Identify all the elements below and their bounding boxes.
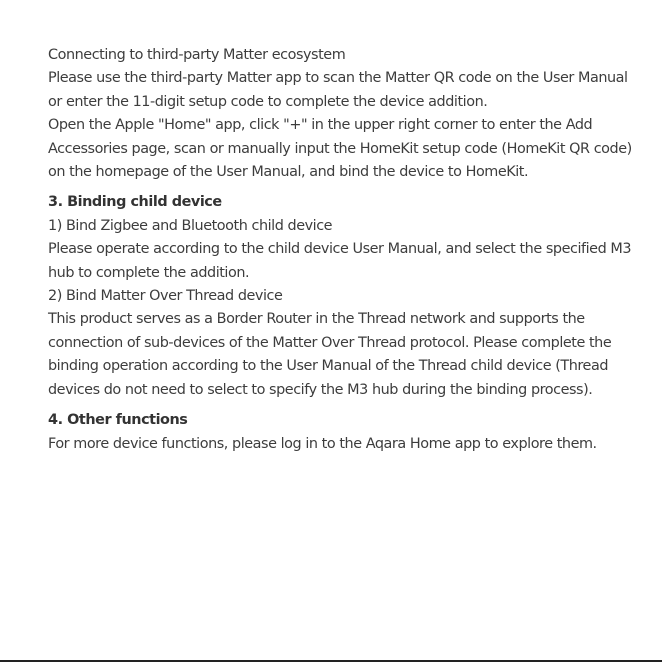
thread-paragraph-line: devices do not need to select to specify the M3 hub during the binding process). — [48, 381, 593, 398]
other-functions-section — [48, 409, 623, 456]
section-spacer — [48, 184, 623, 191]
other-functions-paragraph-line: For more device functions, please log in to the Aqara Home app to explore them. — [48, 435, 597, 452]
manual-page-content — [48, 44, 632, 456]
other-functions-heading: 4. Other functions — [48, 412, 188, 429]
binding-child-device-section — [48, 191, 632, 402]
homekit-paragraph-line: Accessories page, scan or manually input the HomeKit setup code (HomeKit QR code) — [48, 140, 632, 157]
zigbee-bluetooth-subheading: 1) Bind Zigbee and Bluetooth child device — [48, 217, 333, 234]
zigbee-paragraph-line: hub to complete the addition. — [48, 264, 250, 281]
thread-paragraph-line: This product serves as a Border Router in the Thread network and supports the — [48, 311, 585, 328]
matter-section-title: Connecting to third-party Matter ecosystem — [48, 47, 346, 63]
thread-subheading: 2) Bind Matter Over Thread device — [48, 288, 283, 305]
thread-paragraph-line: connection of sub-devices of the Matter Over Thread protocol. Please complete the — [48, 334, 612, 351]
section-spacer — [48, 402, 623, 409]
zigbee-paragraph-line: Please operate according to the child device User Manual, and select the specified M3 — [48, 241, 632, 258]
matter-paragraph-line: or enter the 11-digit setup code to complete the device addition. — [48, 93, 488, 110]
homekit-paragraph-line: on the homepage of the User Manual, and bind the device to HomeKit. — [48, 164, 529, 181]
thread-paragraph-line: binding operation according to the User Manual of the Thread child device (Thread — [48, 358, 609, 375]
matter-ecosystem-section — [48, 44, 632, 184]
matter-paragraph-line: Please use the third-party Matter app to scan the Matter QR code on the User Manual — [48, 70, 628, 87]
binding-section-heading: 3. Binding child device — [48, 194, 222, 211]
homekit-paragraph-line: Open the Apple "Home" app, click "+" in the upper right corner to enter the Add — [48, 117, 593, 134]
